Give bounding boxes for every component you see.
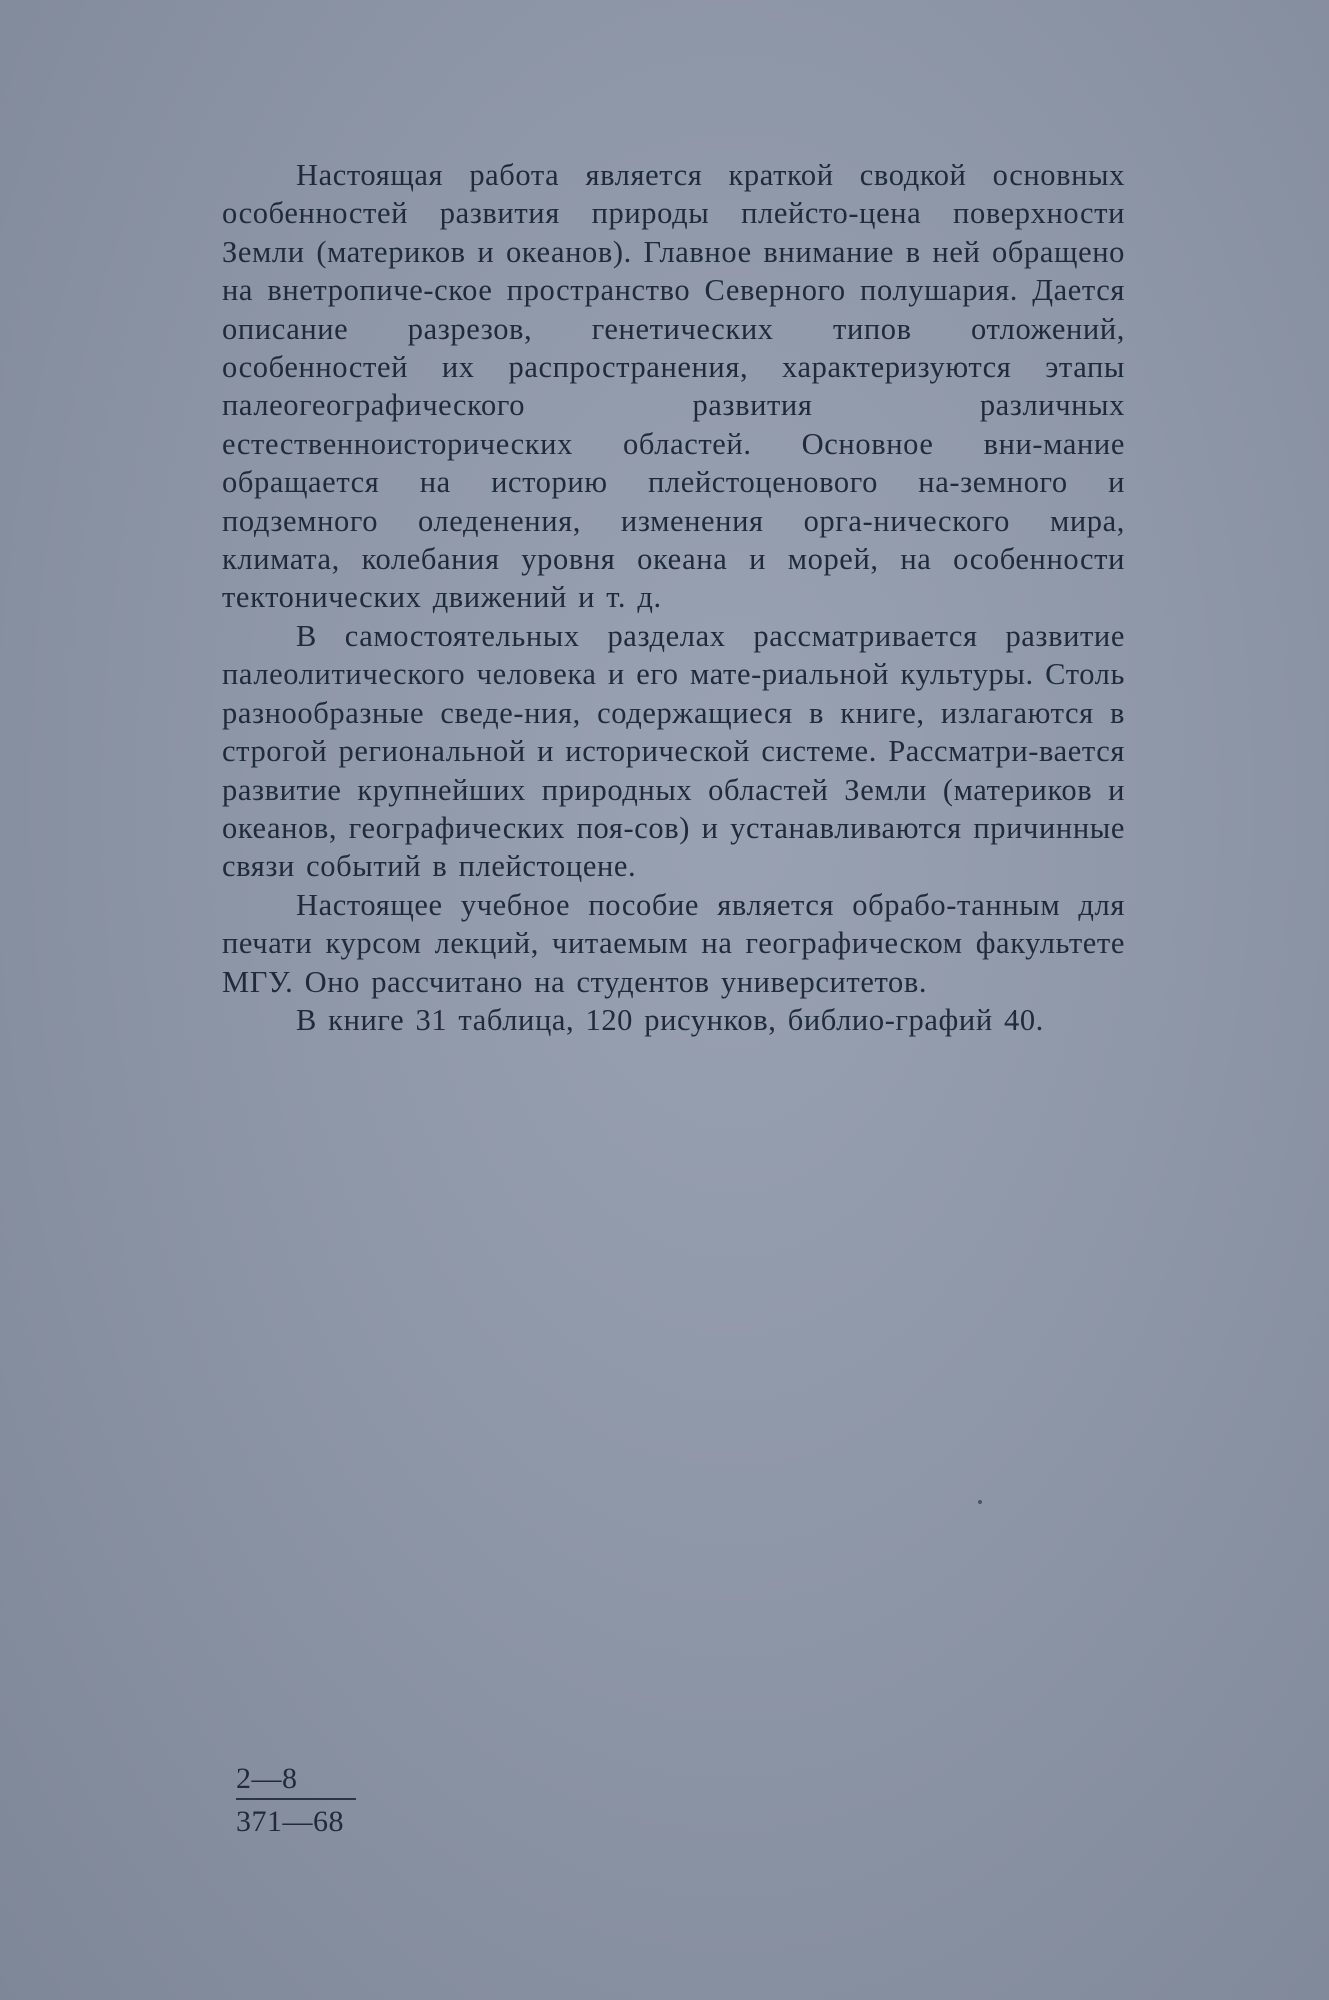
- catalog-number-top: 2—8: [236, 1761, 356, 1800]
- catalog-number: [236, 1761, 366, 1840]
- paragraph-summary: Настоящая работа является краткой сводкой основных особенностей развития природы плейсто-цена поверхности Земли (материков и океанов). Главное внимание в ней обращено на внетропиче-ское пространство Северного полушария. Дается описание разрезов, генетических типов отложений, особенностей их распространения, характеризуются этапы палеогеографического развития различных естественноисторических областей. Основное вни-мание обращается на историю плейстоценового на-земного и подземного оледенения, изменения орга-нического мира, климата, колебания уровня океана и морей, на особенности тектонических движений и т. д.: [222, 158, 1125, 615]
- paragraph-content: В самостоятельных разделах рассматривается развитие палеолитического человека и его мате-риальной культуры. Столь разнообразные сведе-ния, содержащиеся в книге, излагаются в строгой региональной и исторической системе. Рассматри-вается развитие крупнейших природных областей Земли (материков и океанов, географических поя-сов) и устанавливаются причинные связи событий в плейстоцене.: [222, 618, 1125, 884]
- paragraph-audience: Настоящее учебное пособие является обрабо-танным для печати курсом лекций, читаемым на географическом факультете МГУ. Оно рассчитано на студентов университетов.: [222, 887, 1125, 999]
- catalog-number-bottom: 371—68: [236, 1805, 344, 1838]
- paper-speck: [978, 1500, 982, 1504]
- annotation-text: [222, 156, 1125, 1039]
- paragraph-stats: В книге 31 таблица, 120 рисунков, библио-графий 40.: [296, 1002, 1044, 1037]
